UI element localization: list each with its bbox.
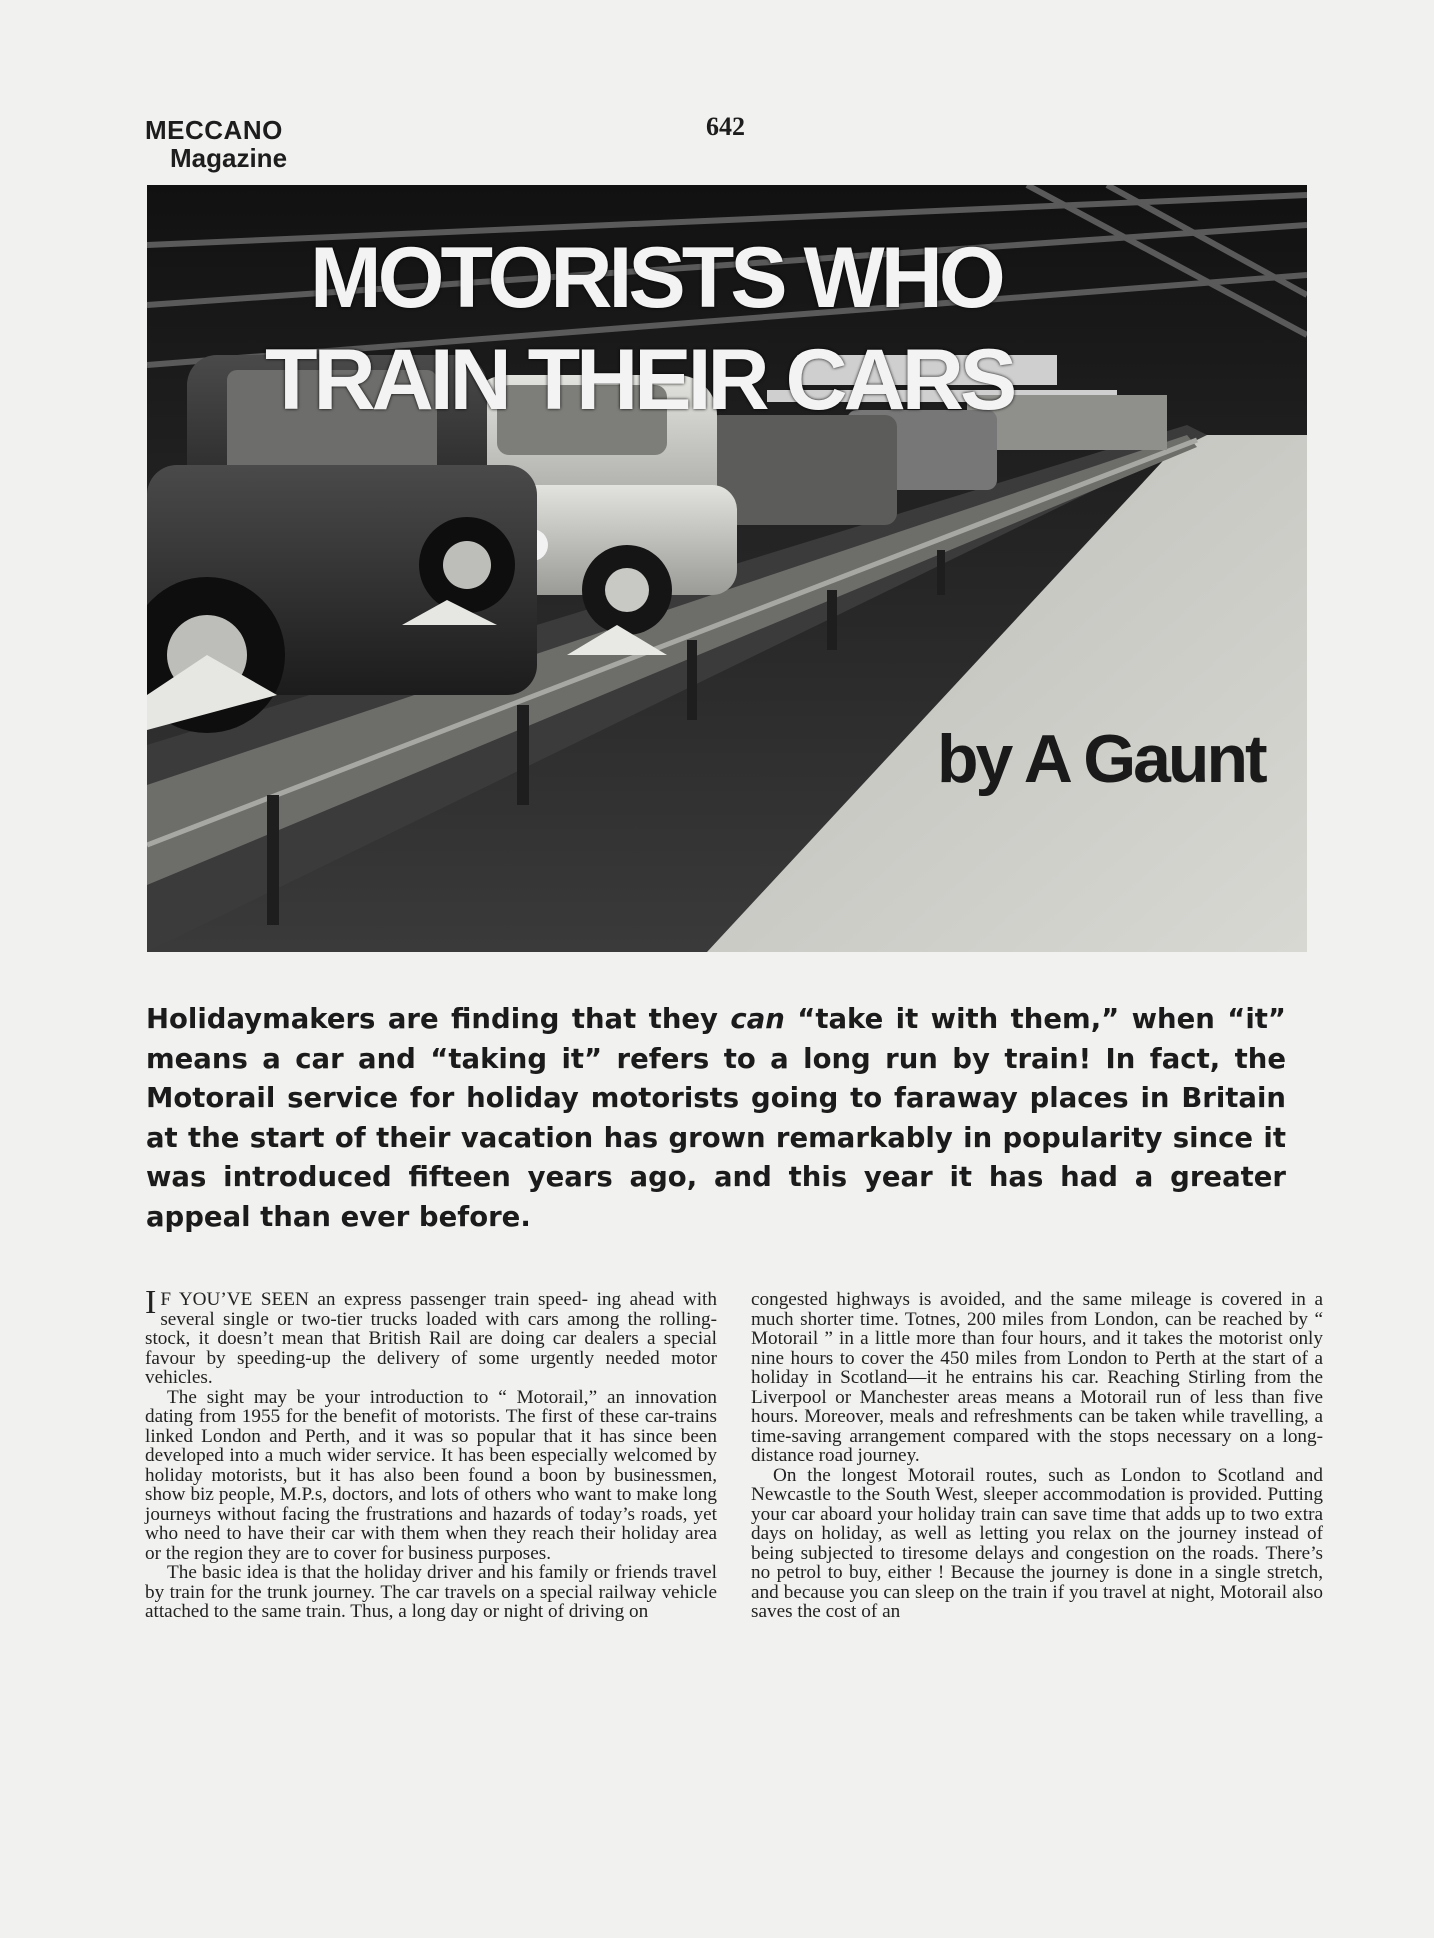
standfirst	[146, 1000, 1286, 1237]
page-number: 642	[706, 112, 745, 141]
body-paragraph	[145, 1284, 717, 1388]
standfirst-text-2: “take it with them,” when “it” means a car and “taking it” refers to a long run by train! In fact, the Motorail service for holiday motorists going to faraway places in Britain at the start of their vacation has grown remarkably in popularity since it was introduced fifteen years ago, and this year it has had a greater appeal than ever before.	[146, 1003, 1286, 1233]
body-paragraph-text: F YOU’VE SEEN an express passenger train speed- ing ahead with several single or two-tier trucks loaded with cars among the rolling-stock, it doesn’t mean that British Rail are doing car dealers a special favour by speeding-up the delivery of some urgently needed motor vehicles.	[145, 1289, 717, 1388]
headline-line-1: MOTORISTS WHO	[310, 230, 1002, 326]
byline: by A Gaunt	[937, 721, 1265, 797]
standfirst-emphasis: can	[730, 1003, 785, 1035]
masthead	[145, 116, 287, 172]
photo-motorail-car-train	[147, 185, 1307, 952]
standfirst-text-1: Holidaymakers are finding that they	[146, 1003, 731, 1035]
body-paragraph: The sight may be your introduction to “ Motorail,” an innovation dating from 1955 for the benefit of motorists. The first of these car-trains linked London and Perth, and it was so popular that it has since been developed into a much wider service. It has been especially welcomed by holiday motorists, but it has also been found a boon by businessmen, show biz people, M.P.s, doctors, and lots of others who want to make long journeys without facing the frustrations and hazards of today’s roads, yet who need to have their car with them when they reach their holiday area or the region they are to cover for business purposes.	[145, 1386, 717, 1564]
masthead-title: MECCANO	[145, 115, 283, 145]
body-column-right	[751, 1290, 1323, 1622]
body-paragraph: The basic idea is that the holiday driver and his family or friends travel by train for the trunk journey. The car travels on a special railway vehicle attached to the same train. Thus, a long day or night of driving on	[145, 1562, 717, 1622]
headline-line-2: TRAIN THEIR CARS	[265, 332, 1014, 428]
body-paragraph: On the longest Motorail routes, such as London to Scotland and Newcastle to the South West, sleeper accommodation is provided. Putting your car aboard your holiday train can save time that adds up to two extra days on holiday, as well as letting you relax on the journey instead of being subjected to tiresome delays and congestion on the roads. There’s no petrol to buy, either ! Because the journey is done in a single stretch, and because you can sleep on the train if you travel at night, Motorail also saves the cost of an	[751, 1464, 1323, 1622]
drop-cap: I	[145, 1284, 157, 1321]
body-column-left	[145, 1284, 717, 1622]
masthead-subtitle: Magazine	[170, 143, 288, 173]
body-paragraph: congested highways is avoided, and the same mileage is covered in a much shorter time. Totnes, 200 miles from London, can be reached by “ Motorail ” in a little more than four hours, and it takes the motorist only nine hours to cover the 450 miles from London to Perth at the start of a holiday in Scotland—it he entrains his car. Reaching Stirling from the Liverpool or Manchester areas means a Motorail run of less than five hours. Moreover, meals and refreshments can be taken while travelling, a time-saving arrangement compared with the stops necessary on a long-distance road journey.	[751, 1289, 1323, 1466]
